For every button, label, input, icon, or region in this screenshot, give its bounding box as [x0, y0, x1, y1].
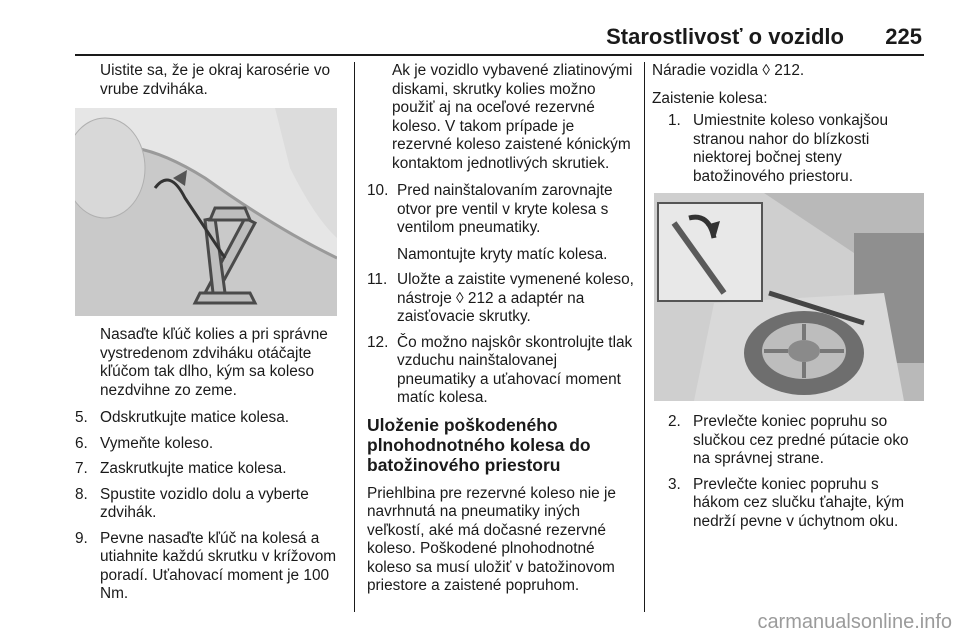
list-item — [668, 476, 924, 532]
image-caption: Nasaďte kľúč kolies a pri správne vystredenom zdviháku otáčajte kľúčom tak dlho, kým sa koleso nezdvihne zo zeme. — [100, 326, 328, 399]
trunk-strap-illustration — [654, 193, 924, 401]
secure-label: Zaistenie kolesa: — [652, 89, 768, 107]
list-item — [367, 271, 635, 327]
step-text: Pevne nasaďte kľúč na kolesá a utiahnite každú skrutku v krížovom poradí. Uťahovací moment je 100 Nm. — [100, 529, 337, 602]
list-item — [75, 409, 343, 428]
page-number: 225 — [885, 24, 922, 49]
step-extra-text: Namontujte kryty matíc kolesa. — [397, 245, 608, 263]
step-number: 12. — [367, 333, 389, 351]
continued-text: Ak je vozidlo vybavené zliatinovými diskami, skrutky kolies možno použiť aj na oceľové rezervné koleso. V takom prípade je rezervné koleso zaistené kónickým kontaktom jednotlivých skrutiek. — [392, 62, 633, 172]
step-number: 11. — [367, 271, 388, 288]
column-divider — [644, 62, 645, 612]
step-text: Vymeňte koleso. — [100, 434, 214, 452]
column-right — [652, 62, 924, 538]
tools-reference: Náradie vozidla ◊ 212. — [652, 62, 805, 79]
list-item — [75, 460, 343, 479]
step-number: 2. — [668, 413, 681, 430]
intro-text: Uistite sa, že je okraj karosérie vo vrube zdviháka. — [100, 62, 331, 98]
step-text: Čo možno najskôr skontrolujte tlak vzduchu nainštalovanej pneumatiky a uťahovací moment matíc kolesa. — [397, 333, 633, 406]
step-number: 8. — [75, 485, 88, 503]
column-left — [75, 62, 343, 611]
watermark: carmanualsonline.info — [757, 611, 952, 633]
step-number: 9. — [75, 529, 88, 547]
list-item — [75, 530, 343, 604]
column-middle — [367, 62, 635, 596]
list-item — [367, 182, 635, 264]
step-number: 5. — [75, 409, 88, 426]
step-text: Umiestnite koleso vonkajšou stranou nahor do blízkosti niektorej bočnej steny batožinového priestoru. — [693, 112, 889, 185]
section-heading: Uloženie poškodeného plnohodnotného kolesa do batožinového priestoru — [367, 414, 591, 475]
step-text: Prevlečte koniec popruhu s hákom cez slučku ťahajte, kým nedrží pevne v úchytnom oku. — [693, 475, 905, 530]
section-body: Priehlbina pre rezervné koleso nie je navrhnutá na pneumatiky iných veľkostí, aké má dočasné rezervné koleso. Poškodené plnohodnotné koleso sa musí uložiť v batožinovom priestore a zaistené popruhom. — [367, 484, 616, 594]
step-text: Spustite vozidlo dolu a vyberte zdvihák. — [100, 485, 309, 521]
step-text: Pred nainštalovaním zarovnajte otvor pre ventil v kryte kolesa s ventilom pneumatiky. — [397, 182, 613, 236]
step-number: 3. — [668, 475, 681, 493]
list-item — [75, 435, 343, 454]
page-header — [75, 24, 924, 56]
list-item — [75, 486, 343, 523]
list-item — [367, 334, 635, 408]
step-number: 1. — [668, 112, 681, 129]
step-text: Zaskrutkujte matice kolesa. — [100, 460, 287, 477]
column-divider — [354, 62, 355, 612]
step-number: 10. — [367, 182, 389, 199]
step-text: Uložte a zaistite vymenené koleso, nástroje ◊ 212 a adaptér na zaisťovacie skrutky. — [397, 271, 634, 325]
list-item — [668, 413, 924, 469]
step-number: 6. — [75, 434, 88, 452]
step-text: Prevlečte koniec popruhu so slučkou cez predné pútacie oko na správnej strane. — [693, 413, 909, 467]
step-number: 7. — [75, 460, 88, 477]
list-item — [668, 112, 924, 186]
jack-illustration — [75, 108, 337, 316]
page-title: Starostlivosť o vozidlo — [606, 24, 844, 49]
step-text: Odskrutkujte matice kolesa. — [100, 409, 290, 426]
